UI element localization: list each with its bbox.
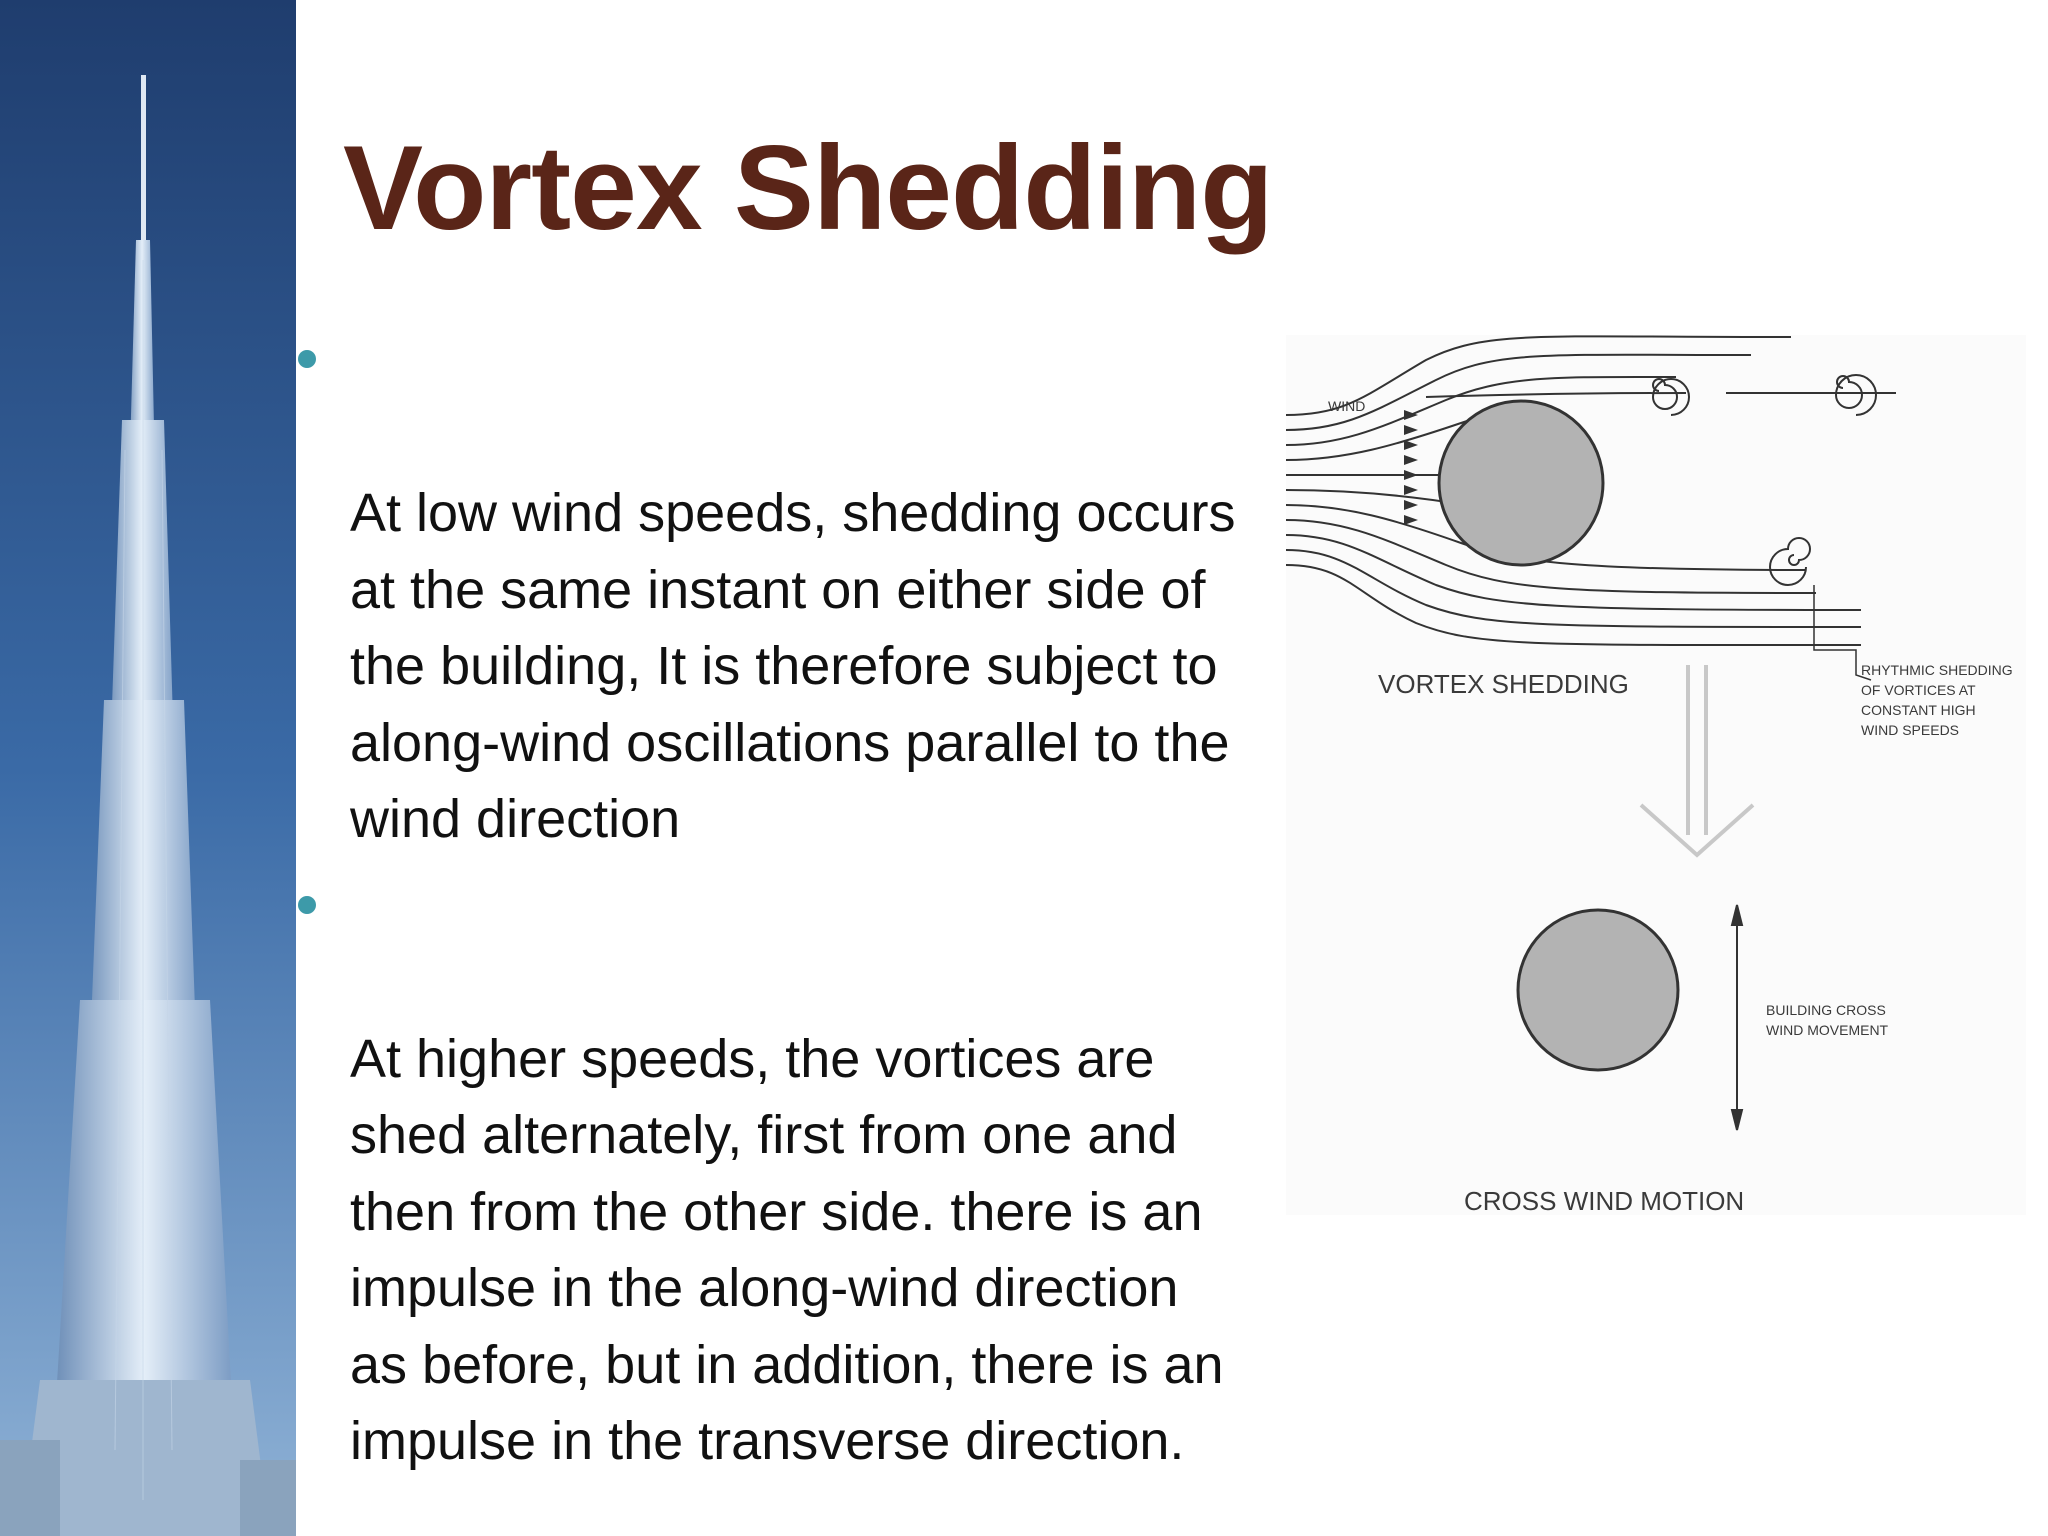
rhythmic-note-line: OF VORTICES AT xyxy=(1861,682,1976,698)
skyscraper-photo xyxy=(0,0,296,1536)
cross-note-line: WIND MOVEMENT xyxy=(1766,1022,1889,1038)
slide-title: Vortex Shedding xyxy=(343,121,1273,255)
rhythmic-note-line: RHYTHMIC SHEDDING xyxy=(1861,662,2013,678)
bullet-item xyxy=(290,868,1286,1480)
down-arrow-icon xyxy=(1641,665,1753,855)
bullet-text: At higher speeds, the vortices are shed alternately, first from one and then from the other side. there is an impulse in the along-wind direction as before, but in addition, there is an impulse in the transverse direction. xyxy=(350,1028,1224,1471)
cross-note-line: BUILDING CROSS xyxy=(1766,1002,1886,1018)
building-circle xyxy=(1439,401,1603,565)
bullet-item xyxy=(290,322,1286,858)
bullet-dot-icon xyxy=(298,350,316,368)
wind-arrow-icons xyxy=(1404,410,1418,525)
building-circle-cross xyxy=(1518,910,1678,1070)
bullet-list xyxy=(290,322,1286,1471)
rhythmic-note-line: WIND SPEEDS xyxy=(1861,722,1960,738)
wind-label: WIND xyxy=(1328,398,1366,414)
vortex-icons xyxy=(1653,375,1876,585)
rhythmic-note-line: CONSTANT HIGH xyxy=(1861,702,1976,718)
vortex-diagram xyxy=(1286,335,2026,1215)
cross-movement-arrow-icon xyxy=(1732,905,1742,1130)
cross-wind-caption: CROSS WIND MOTION xyxy=(1464,1186,1745,1216)
bullet-text: At low wind speeds, shedding occurs at the same instant on either side of the building, It is therefore subject to along-wind oscillations parallel to the wind direction xyxy=(350,483,1236,849)
vortex-shedding-caption: VORTEX SHEDDING xyxy=(1378,669,1629,699)
bullet-dot-icon xyxy=(298,896,316,914)
